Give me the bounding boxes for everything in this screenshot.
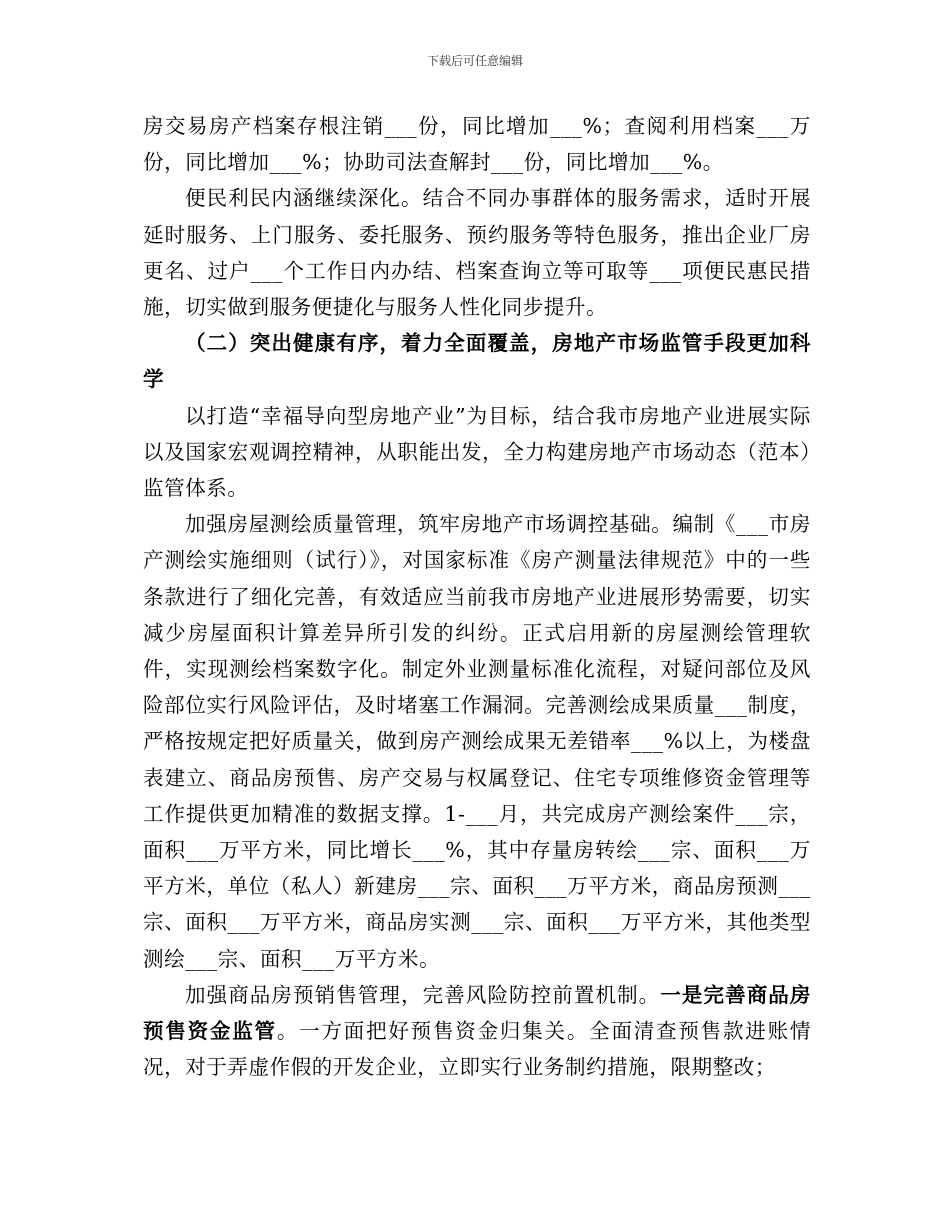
section-heading-2: （二）突出健康有序，着力全面覆盖，房地产市场监管手段更加科学 bbox=[143, 331, 811, 392]
paragraph-convenience-services: 便民利民内涵继续深化。结合不同办事群体的服务需求，适时开展延时服务、上门服务、委托服务、预约服务等特色服务，推出企业厂房更名、过户___个工作日内办结、档案查询立等可取等___项便民惠民措施，切实做到服务便捷化与服务人性化同步提升。 bbox=[143, 186, 811, 320]
page-header: 下载后可任意编辑 bbox=[426, 54, 523, 68]
document-body bbox=[143, 108, 811, 1085]
paragraph-presale-management bbox=[143, 977, 811, 1086]
presale-bold-point: 一是完善商品房预售资金监管 bbox=[143, 982, 812, 1044]
paragraph-surveying-management: 加强房屋测绘质量管理，筑牢房地产市场调控基础。编制《___市房产测绘实施细则（试行）》，对国家标准《房产测量法律规范》中的一些条款进行了细化完善，有效适应当前我市房地产业进展形势需要，切实减少房屋面积计算差异所引发的纠纷。正式启用新的房屋测绘管理软件，实现测绘档案数字化。制定外业测量标准化流程，对疑问部位及风险部位实行风险评估，及时堵塞工作漏洞。完善测绘成果质量___制度，严格按规定把好质量关，做到房产测绘成果无差错率___%以上，为楼盘表建立、商品房预售、房产交易与权属登记、住宅专项维修资金管理等工作提供更加精准的数据支撑。1-___月，共完成房产测绘案件___宗，面积___万平方米，同比增长___%，其中存量房转绘___宗、面积___万平方米，单位（私人）新建房___宗、面积___万平方米，商品房预测___宗、面积___万平方米，商品房实测___宗、面积___万平方米，其他类型测绘___宗、面积___万平方米。 bbox=[143, 512, 811, 971]
presale-detail: 。一方面把好预售资金归集关。全面清查预售款进账情况，对于弄虚作假的开发企业，立即实行业务制约措施，限期整改； bbox=[143, 1019, 811, 1080]
presale-intro: 加强商品房预销售管理，完善风险防控前置机制。 bbox=[185, 982, 661, 1007]
paragraph-market-goal: 以打造“幸福导向型房地产业”为目标，结合我市房地产业进展实际以及国家宏观调控精神，从职能出发，全力构建房地产市场动态（范本）监管体系。 bbox=[143, 403, 811, 501]
paragraph-archive-stats: 房交易房产档案存根注销___份，同比增加___%；查阅利用档案___万份，同比增加___%；协助司法查解封___份，同比增加___%。 bbox=[143, 114, 811, 175]
